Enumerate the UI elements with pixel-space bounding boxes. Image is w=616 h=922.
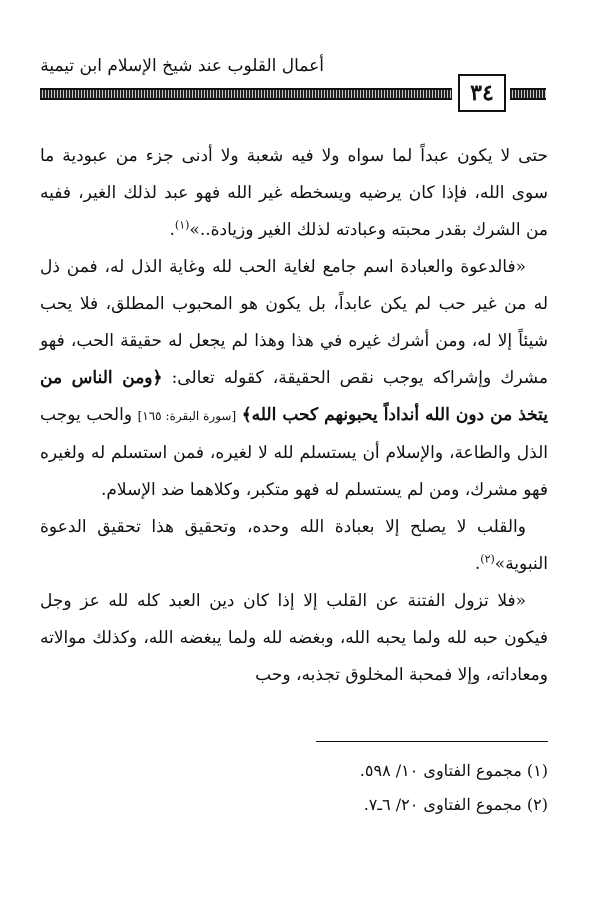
page-number: ٣٤	[458, 74, 506, 112]
footnote-separator	[316, 741, 548, 742]
paragraph-4	[40, 583, 548, 694]
footnote-ref-2: (٢)	[480, 552, 495, 566]
paragraph-3: والقلب لا يصلح إلا بعبادة الله وحده، وتحقيق هذا تحقيق الدعوة النبوية»$^{(٢)}$.	[40, 517, 548, 574]
header-rule-left	[40, 88, 452, 100]
footnote-ref-1: (١)	[174, 218, 190, 232]
paragraph-1-text: حتى لا يكون عبداً لما سواه ولا فيه شعبة ولا أدنى جزء من عبودية ما سوى الله، فإذا كان يرضيه ويسخطه غير الله فهو عبد لذلك الغير، ففيه من الشرك بقدر محبته وعبادته لذلك الغير وزيادة..»	[40, 146, 548, 240]
header-rule-right	[510, 88, 546, 100]
paragraph-3-text: والقلب لا يصلح إلا بعبادة الله وحده، وتحقيق هذا تحقيق الدعوة النبوية»	[40, 517, 548, 574]
paragraph-1: حتى لا يكون عبداً لما سواه ولا فيه شعبة ولا أدنى جزء من عبودية ما سوى الله، فإذا كان يرضيه ويسخطه غير الله فهو عبد لذلك الغير، ففيه من الشرك بقدر محبته وعبادته لذلك الغير وزيادة..»$^{(١)}$.	[40, 146, 548, 240]
quran-verse: ﴿ومن الناس من يتخذ من دون الله أنداداً يحبونهم كحب الله﴾	[40, 368, 549, 425]
verse-citation: [سورة البقرة: ١٦٥]	[137, 409, 237, 423]
paragraph-2	[40, 249, 548, 509]
paragraph-4-text: «فلا تزول الفتنة عن القلب إلا إذا كان دين العبد كله لله عز وجل فيكون حبه لله ولما يحبه الله، وبغضه لله ولما يبغضه الله، وكذلك موالاته ومعاداته، وإلا فمحبة المخلوق تجذبه، وحب	[40, 591, 548, 685]
footnotes	[40, 754, 548, 822]
footnote-2: (٢) مجموع الفتاوى ٢٠/ ٦ـ٧.	[363, 795, 548, 814]
body-text	[40, 138, 548, 694]
paragraph-2-text-b: والحب يوجب الذل والطاعة، والإسلام أن يستسلم لله لا لغيره، فمن استسلم له ولغيره فهو مشرك، ومن لم يستسلم له فهو متكبر، وكلاهما ضد الإسلام.	[40, 405, 548, 500]
footnote-1: (١) مجموع الفتاوى ١٠/ ٥٩٨.	[359, 761, 548, 780]
paragraph-2-text-a: «فالدعوة والعبادة اسم جامع لغاية الحب لله وغاية الذل له، فمن ذل له من غير حب لم يكن عابداً، بل يكون هو المحبوب المطلق، فلا يحب شيئاً إلا له، ومن أشرك غيره في هذا وهذا لم يجعل له حقيقة الحب، فهو مشرك وإشراكه يوجب نقص الحقيقة، كقوله تعالى:	[40, 257, 548, 388]
running-title: أعمال القلوب عند شيخ الإسلام ابن تيمية	[40, 56, 324, 76]
